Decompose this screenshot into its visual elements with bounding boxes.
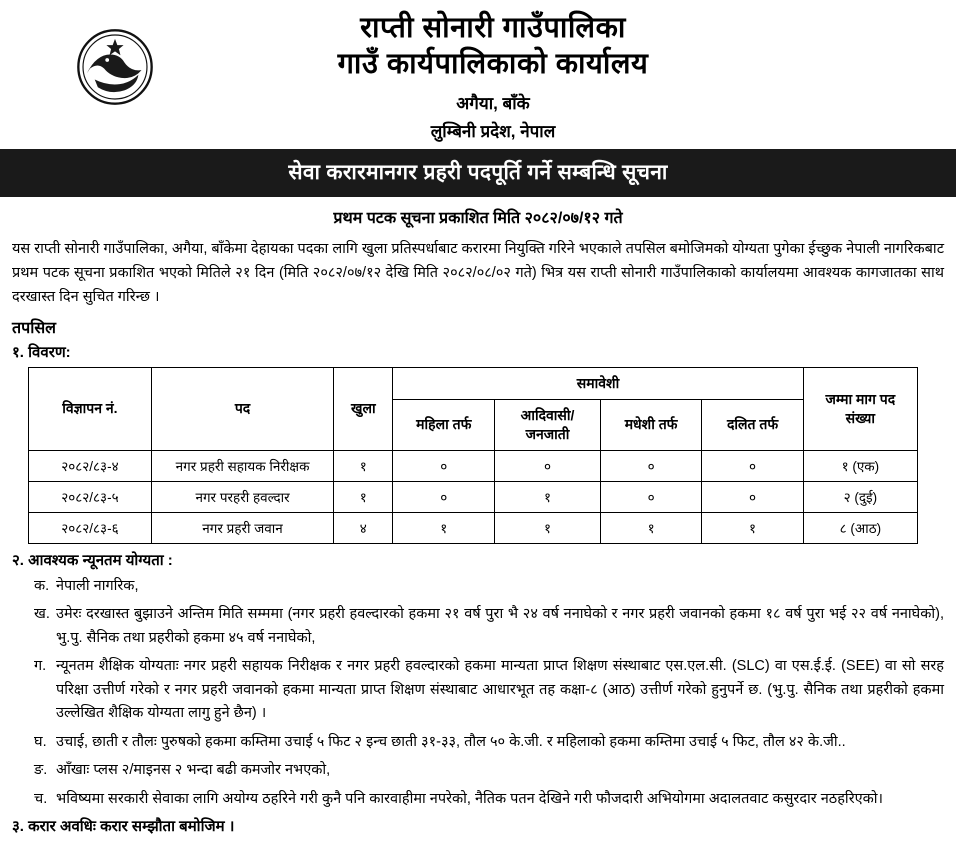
section-3-contract-period: ३. करार अवधिः करार सम्झौता बमोजिम ।	[12, 818, 235, 836]
cell-open: ४	[334, 512, 393, 543]
cell-post: नगर परहरी हवल्दार	[151, 481, 334, 512]
list-item	[34, 731, 944, 754]
list-text: उचाई, छाती र तौलः पुरुषको हकमा कम्तिमा उचाई ५ फिट २ इन्च छाती ३१-३३, तौल ५० के.जी. र महिलाको हकमा कम्तिमा उचाई ५ फिट, तौल ४२ के.जी..	[56, 733, 846, 750]
notice-body	[0, 206, 956, 836]
list-marker: क.	[34, 577, 50, 594]
th-total-line-2: संख्या	[845, 409, 876, 426]
org-province-line: लुम्बिनी प्रदेश, नेपाल	[430, 121, 556, 141]
list-marker: ग.	[34, 658, 47, 675]
cell-post: नगर प्रहरी सहायक निरीक्षक	[151, 450, 334, 481]
tapsil-heading: तपसिल	[12, 319, 57, 337]
list-marker: घ.	[34, 733, 47, 750]
notice-paragraph: यस राप्ती सोनारी गाउँपालिका, अगैया, बाँकेमा देहायका पदका लागि खुला प्रतिस्पर्धाबाट करारमा नियुक्ति गरिने भएकाले तपसिल बमोजिमको योग्यता पुगेका ईच्छुक नेपाली नागरिकबाट प्रथम पटक सूचना प्रकाशित भएको मितिले २१ दिन (मिति २०८२/०७/१२ देखि मिति २०८२/०८/०२ गते) भित्र यस राप्ती सोनारी गाउँपालिकाको कार्यालयमा आवश्यक कागजातका साथ दरखास्त दिन सुचित गरिन्छ ।	[12, 240, 944, 306]
list-text: आँखाः प्लस २/माइनस २ भन्दा बढी कमजोर नभएको,	[56, 762, 331, 779]
org-name-line-1: राप्ती सोनारी गाउँपालिका	[360, 12, 626, 44]
cell-total: २ (दुई)	[803, 481, 917, 512]
notice-title-bar: सेवा करारमानगर प्रहरी पदपूर्ति गर्ने सम्बन्धि सूचना	[0, 149, 956, 197]
org-name-line-2: गाउँ कार्यपालिकाको कार्यालय	[337, 48, 649, 81]
list-text: न्यूनतम शैक्षिक योग्यताः नगर प्रहरी सहायक निरीक्षक र नगर प्रहरी हवल्दारको हकमा मान्यता प्राप्त शिक्षण संस्थाबाट एस.एल.सी. (SLC) वा एस.ई.ई. (SEE) वा सो सरह परिक्षा उत्तीर्ण गरेको र नगर प्रहरी जवानको हकमा मान्यता प्राप्त शिक्षण संस्थाबाट आधारभूत तह कक्षा-८ (आठ) उत्तीर्ण गरेको हुनुपर्ने छ. (भु.पु. सैनिक तथा प्रहरीको हकमा उल्लेखित शैक्षिक योग्यता लागु हुने छैन) ।	[56, 658, 944, 722]
list-text: उमेरः दरखास्त बुझाउने अन्तिम मिति सम्ममा (नगर प्रहरी हवल्दारको हकमा २१ वर्ष पुरा भै २४ वर्ष ननाघेको र नगर प्रहरी जवानको हकमा १८ वर्ष पुरा भई २२ वर्ष ननाघेको), भु.पु. सैनिक तथा प्रहरीको हकमा ४५ वर्ष ननाघेको,	[56, 606, 944, 646]
cell-open: १	[334, 481, 393, 512]
th-total-demand	[803, 367, 917, 450]
emblem-container	[0, 10, 230, 106]
cell-indigenous: १	[495, 512, 601, 543]
list-item	[34, 788, 944, 811]
cell-post: नगर प्रहरी जवान	[151, 512, 334, 543]
header-text-block	[230, 10, 956, 143]
th-post: पद	[151, 367, 334, 450]
th-dalit: दलित तर्फ	[702, 399, 803, 450]
table-row	[29, 481, 918, 512]
list-text: भविष्यमा सरकारी सेवाका लागि अयोग्य ठहरिने गरी कुनै पनि कारवाहीमा नपरेको, नैतिक पतन देखिने गरी फौजदारी अभियोगमा अदालतवाट कसुरदार नठहरिएको।	[56, 790, 884, 807]
list-item	[34, 759, 944, 782]
table-row	[29, 512, 918, 543]
cell-vigyapan: २०८२/८३-४	[29, 450, 152, 481]
cell-dalit: ०	[702, 481, 803, 512]
th-total-line-1: जम्मा माग पद	[825, 390, 896, 407]
cell-vigyapan: २०८२/८३-५	[29, 481, 152, 512]
cell-madheshi: ०	[600, 450, 702, 481]
vacancy-detail-table	[28, 367, 918, 544]
th-madheshi: मधेशी तर्फ	[600, 399, 702, 450]
cell-female: ०	[393, 481, 495, 512]
th-open: खुला	[334, 367, 393, 450]
cell-total: १ (एक)	[803, 450, 917, 481]
list-item	[34, 655, 944, 725]
cell-open: १	[334, 450, 393, 481]
nepal-government-emblem-icon	[76, 28, 154, 106]
cell-total: ८ (आठ)	[803, 512, 917, 543]
document-header	[0, 0, 956, 149]
cell-indigenous: १	[495, 481, 601, 512]
section-1-heading: १. विवरण:	[12, 343, 71, 361]
publish-date: प्रथम पटक सूचना प्रकाशित मिति २०८२/०७/१२ गते	[333, 209, 623, 227]
cell-dalit: ०	[702, 450, 803, 481]
section-2-heading: २. आवश्यक न्यूनतम योग्यता :	[12, 551, 173, 569]
list-marker: ङ.	[34, 762, 48, 779]
list-item	[34, 575, 944, 598]
th-vigyapan-no: विज्ञापन नं.	[29, 367, 152, 450]
cell-madheshi: १	[600, 512, 702, 543]
org-address-line: अगैया, बाँके	[456, 93, 530, 113]
table-header-row-1	[29, 367, 918, 399]
table-row	[29, 450, 918, 481]
cell-female: ०	[393, 450, 495, 481]
cell-vigyapan: २०८२/८३-६	[29, 512, 152, 543]
list-text: नेपाली नागरिक,	[56, 577, 139, 594]
list-marker: च.	[34, 790, 48, 807]
cell-dalit: १	[702, 512, 803, 543]
th-inclusive-group: समावेशी	[393, 367, 803, 399]
th-indigenous: आदिवासी/जनजाती	[495, 399, 601, 450]
list-item	[34, 603, 944, 650]
qualification-list	[34, 575, 944, 811]
cell-madheshi: ०	[600, 481, 702, 512]
list-marker: ख.	[34, 606, 50, 623]
cell-indigenous: ०	[495, 450, 601, 481]
th-female: महिला तर्फ	[393, 399, 495, 450]
cell-female: १	[393, 512, 495, 543]
